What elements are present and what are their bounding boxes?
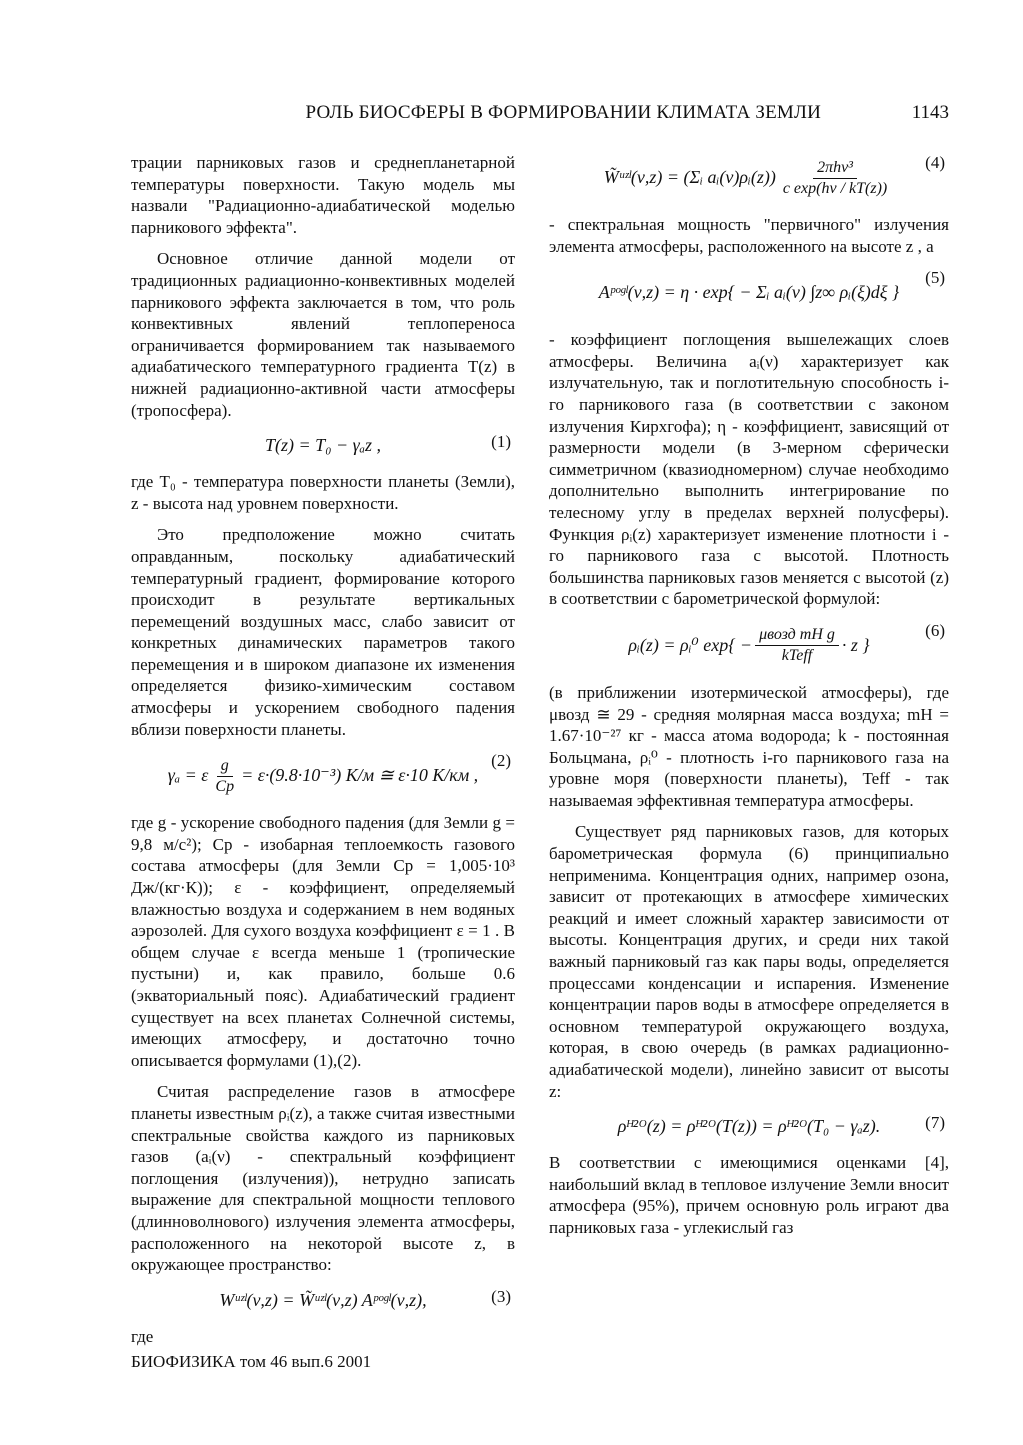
equation-body: ρᴴ²ᴼ(z) = ρᴴ²ᴼ(T(z)) = ρᴴ²ᴼ(T₀ − γₐz). <box>617 1116 881 1137</box>
equation-6 <box>549 620 949 672</box>
right-column <box>549 152 949 1249</box>
denominator: c exp(hν / kT(z)) <box>782 179 888 197</box>
fraction <box>211 756 238 797</box>
paragraph: где T₀ - температура поверхности планеты (Земли), z - высота над уровнем поверхности. <box>131 472 515 513</box>
equation-2 <box>131 750 515 802</box>
paragraph: Считая распределение газов в атмосфере планеты известным ρᵢ(z), а также считая известными спектральные свойства каждого из парниковых газов (aᵢ(ν) - спектральный коэффициент поглощения (излучения)), нетрудно записать выражение для спектральной мощности теплового (длинноволнового) излучения элемента атмосферы, расположенного на некоторой высоте z, в окружающее пространство: <box>131 1082 515 1275</box>
equation-body: T(z) = T₀ − γₐz , <box>265 435 381 456</box>
denominator: Cp <box>215 777 235 795</box>
paragraph: - коэффициент поглощения вышележащих слоев атмосферы. Величина aᵢ(ν) характеризует как излучательную, так и поглотительную способность i-го парникового газа (в соответствии с законом излучения Кирхгофа); η - коэффициент, зависящий от размерности модели (в 3-мерном сферически симметричном (квазиодномерном) случае необходимо дополнительно выполнить интегрирование по телесному углу в пределах верхней полусферы). Функция ρᵢ(z) характеризует изменение плотности i - го парникового газа с высотой. Плотность большинства парниковых газов меняется с высотой (z) в соответствии с барометрической формулой: <box>549 330 949 609</box>
equation-number: (3) <box>491 1286 511 1306</box>
fraction <box>779 158 891 199</box>
fraction <box>755 625 839 666</box>
running-title: РОЛЬ БИОСФЕРЫ В ФОРМИРОВАНИИ КЛИМАТА ЗЕМЛИ <box>305 102 821 123</box>
running-header <box>131 102 949 132</box>
equation-lhs: ρᵢ(z) = ρᵢ⁰ exp{ − <box>628 635 753 656</box>
numerator: 2πhν³ <box>813 158 857 179</box>
equation-rhs: = ε·(9.8·10⁻³) К/м ≅ ε·10 К/км , <box>241 765 479 786</box>
numerator: μвозд mH g <box>755 625 839 646</box>
paragraph: В соответствии с имеющимися оценками [4], наибольший вклад в тепловое излучение Земли вносит атмосфера (95%), причем основную роль играют два парниковых газа - углекислый газ <box>549 1153 949 1237</box>
equation-body: Wᵘᶻˡ(ν,z) = W̃ᵘᶻˡ(ν,z) Aᵖᵒᵍˡ(ν,z), <box>219 1289 427 1310</box>
equation-number: (1) <box>491 432 511 452</box>
equation-lhs: γₐ = ε <box>167 765 209 786</box>
paragraph: (в приближении изотермической атмосферы), где μвозд ≅ 29 - средняя молярная масса воздуха; mH = 1.67·10⁻²⁷ кг - масса атома водорода; k - постоянная Больцмана, ρᵢ⁰ - плотность i-го парникового газа на уровне моря (поверхности планеты), Teff - так называемая эффективная температура атмосферы. <box>549 682 949 810</box>
paragraph: где <box>131 1326 154 1346</box>
denominator: kTeff <box>781 647 813 665</box>
paragraph: Это предположение можно считать оправданным, поскольку адиабатический температурный градиент, формирование которого происходит в результате вертикальных перемещений воздушных масс, слабо зависит от конкретных динамических параметров такого перемещения и в широком диапазоне их изменения определяется физико-химическим составом атмосферы и ускорением свободного падения вблизи поверхности планеты. <box>131 525 515 739</box>
equation-5 <box>549 267 949 319</box>
page-number: 1143 <box>911 102 949 123</box>
numerator: g <box>217 756 233 777</box>
equation-number: (5) <box>925 268 945 288</box>
equation-1 <box>131 431 515 461</box>
equation-number: (6) <box>925 620 945 640</box>
equation-7 <box>549 1112 949 1142</box>
equation-3 <box>131 1286 515 1316</box>
paragraph: трации парниковых газов и среднепланетарной температуры поверхности. Такую модель мы назвали "Радиационно-адиабатической моделью парникового эффекта". <box>131 153 515 237</box>
left-column <box>131 152 515 1357</box>
equation-number: (2) <box>491 751 511 771</box>
equation-body: Aᵖᵒᵍˡ(ν,z) = η · exp{ − Σᵢ aᵢ(ν) ∫z∞ ρᵢ(ξ)dξ } <box>598 282 900 303</box>
equation-rhs: · z } <box>841 635 870 656</box>
paragraph: - спектральная мощность "первичного" излучения элемента атмосферы, расположенного на высоте z , а <box>549 215 949 256</box>
equation-lhs: W̃ᵘᶻˡ(ν,z) = (Σᵢ aᵢ(ν)ρᵢ(z)) <box>603 167 776 188</box>
equation-number: (7) <box>925 1113 945 1133</box>
paragraph: где g - ускорение свободного падения (для Земли g = 9,8 м/с²); Cp - изобарная теплоемкость газового состава атмосферы (для Земли Cp = 1,005·10³ Дж/(кг·К)); ε - коэффициент, определяемый влажностью воздуха и содержанием в нем водяных аэрозолей. Для сухого воздуха коэффициент ε = 1 . В общем случае ε всегда меньше 1 (тропические пустыни) и, как правило, больше 0.6 (экваториальный пояс). Адиабатический градиент существует на всех планетах Солнечной системы, имеющих атмосферу, и достаточно точно описывается формулами (1),(2). <box>131 813 515 1070</box>
journal-footer: БИОФИЗИКА том 46 вып.6 2001 <box>131 1352 372 1371</box>
equation-number: (4) <box>925 153 945 172</box>
equation-4 <box>549 152 949 204</box>
paragraph: Существует ряд парниковых газов, для которых барометрическая формула (6) принципиально неприменима. Концентрация одних, например озона, зависит от протекающих в атмосфере химических реакций и имеет сложный характер зависимости от высоты. Концентрация других, и среди них такой важный парниковый газ как пары воды, определяется процессами конденсации и испарения. Изменение концентрации паров воды в атмосфере определяется в основном температурой окружающего воздуха, которая, в свою очередь (в рамках радиационно-адиабатической модели), линейно зависит от высоты z: <box>549 822 949 1101</box>
paragraph: Основное отличие данной модели от традиционных радиационно-конвективных моделей парникового эффекта заключается в том, что роль конвективных явлений теплопереноса ограничивается формированием так называемого адиабатического температурного градиента T(z) в нижней радиационно-активной части атмосферы (тропосфера). <box>131 249 515 420</box>
